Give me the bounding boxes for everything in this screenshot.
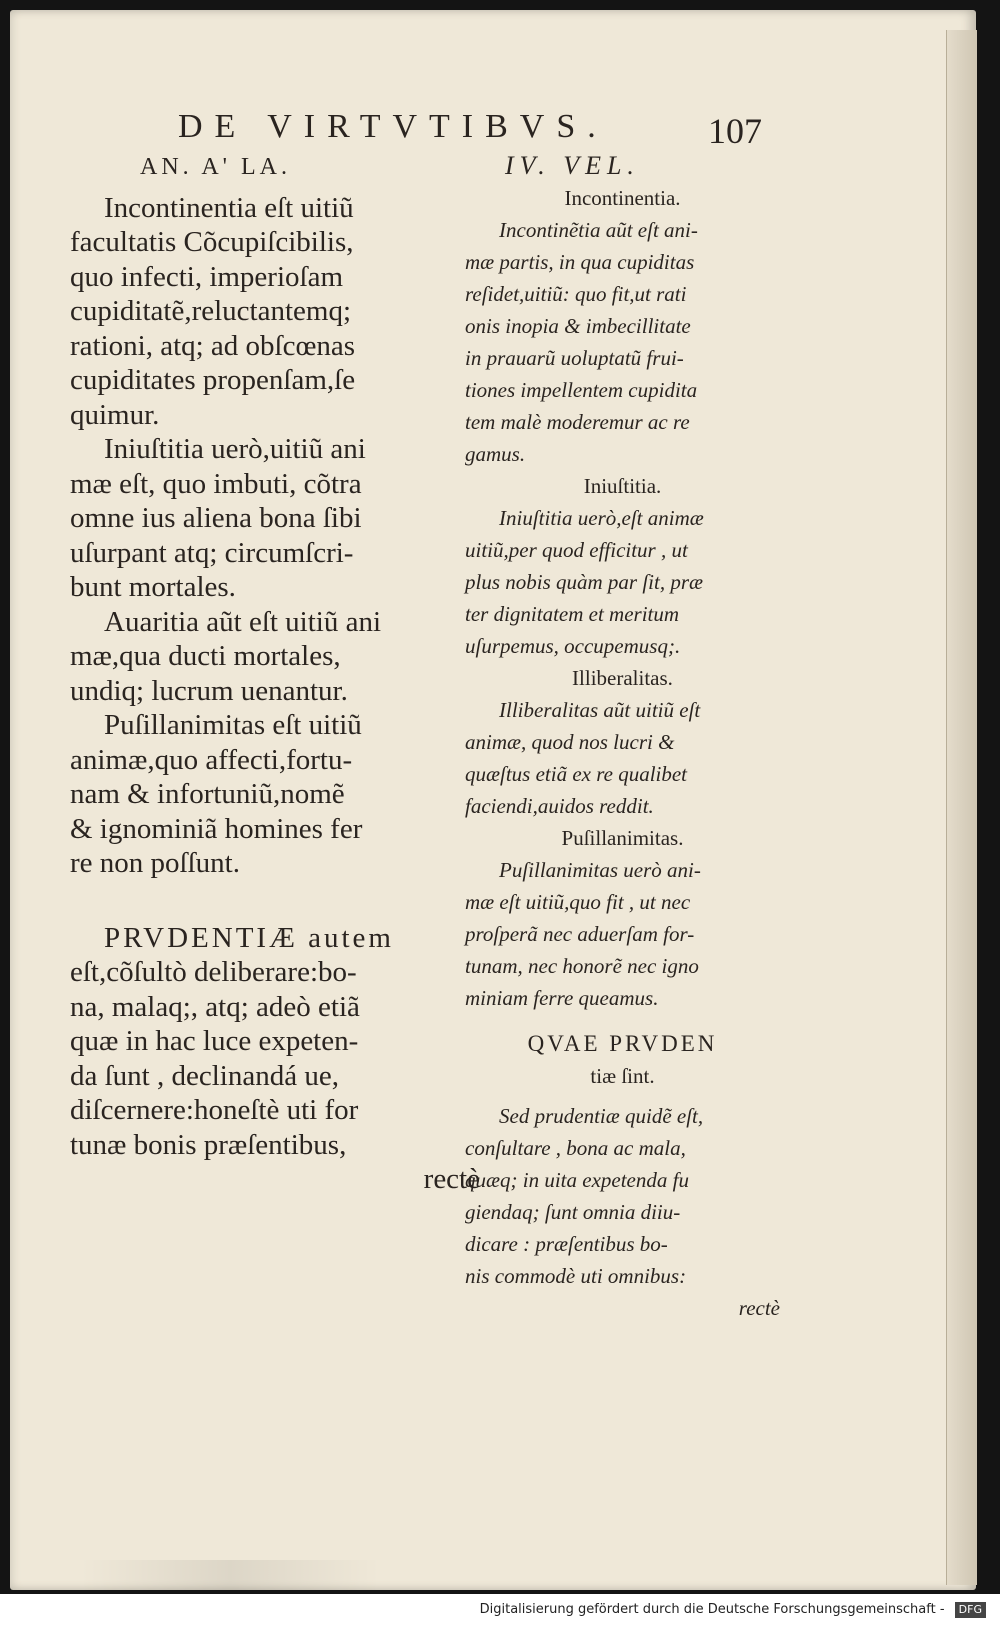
section-heading-prudentiae: PRVDENTIÆ autem — [104, 921, 394, 954]
right-column — [465, 150, 780, 1324]
text-line: plus nobis quàm par ſit, præ — [465, 570, 704, 594]
text-line: tunæ bonis præſentibus, — [70, 1128, 347, 1161]
text-line: cupiditatẽ,reluctantemq; — [70, 295, 352, 327]
text-line: diſcernere:honeſtè uti for — [70, 1094, 359, 1126]
text-line: & ignominiã homines fer — [70, 812, 363, 845]
text-line: onis inopia & imbecillitate — [465, 314, 691, 338]
subheading-iniustitia: Iniuſtitia. — [583, 474, 662, 498]
text-line: quæſtus etiã ex re qualibet — [465, 762, 688, 786]
text-line: re non poſſunt. — [70, 847, 240, 879]
running-header: DE VIRTVTIBVS. — [178, 108, 608, 145]
page-number: 107 — [708, 111, 762, 151]
text-line: eſt,cõſultò deliberare:bo- — [70, 956, 357, 988]
text-line: Illiberalitas aũt uitiũ eſt — [499, 698, 701, 722]
page-bottom-shadow — [80, 1560, 380, 1590]
text-line: mæ eſt uitiũ,quo fit , ut nec — [465, 890, 691, 914]
text-line: animæ, quod nos lucri & — [465, 730, 675, 754]
footer-text: Digitalisierung gefördert durch die Deutsche Forschungsgemeinschaft - — [479, 1602, 945, 1617]
text-line: cupiditates propenſam,ſe — [70, 364, 356, 396]
text-line: na, malaq;, atq; adeò etiã — [70, 990, 360, 1023]
digitization-footer — [0, 1594, 1000, 1626]
text-line: animæ,quo affecti,fortu- — [70, 743, 353, 776]
text-line: proſperã nec aduerſam for- — [465, 922, 695, 946]
text-line: quæq; in uita expetenda fu — [465, 1168, 689, 1192]
text-line: uitiũ,per quod efficitur , ut — [465, 538, 688, 562]
text-line: gamus. — [465, 442, 526, 466]
text-line: quimur. — [70, 398, 160, 431]
text-line: dicare : præſentibus bo- — [465, 1232, 668, 1256]
text-line: quæ in hac luce expeten- — [70, 1025, 359, 1057]
text-line: nis commodè uti omnibus: — [465, 1264, 687, 1288]
text-line: Iniuſtitia uerò,eſt animæ — [499, 506, 704, 530]
text-line: rationi, atq; ad obſcœnas — [70, 329, 356, 362]
text-line: reſidet,uitiũ: quo fit,ut rati — [465, 282, 687, 306]
left-column-heading: AN. A' LA. — [140, 154, 291, 180]
text-line: faciendi,auidos reddit. — [465, 794, 654, 818]
text-line: Incontinentia eſt uitiũ — [104, 191, 354, 224]
catchword: rectè — [738, 1296, 780, 1320]
text-line: Incontinẽtia aũt eſt ani- — [499, 218, 698, 242]
text-line: giendaq; ſunt omnia diiu- — [465, 1200, 681, 1224]
catchword: rectè — [423, 1163, 480, 1195]
section-heading-continued: tiæ ſint. — [590, 1064, 655, 1088]
text-line: undiq; lucrum uenantur. — [70, 674, 348, 707]
text-line: Iniuſtitia uerò,uitiũ ani — [104, 433, 366, 465]
text-line: mæ partis, in qua cupiditas — [465, 250, 695, 274]
left-column — [70, 150, 480, 1197]
text-line: uſurpemus, occupemusq;. — [465, 634, 681, 658]
text-line: Puſillanimitas uerò ani- — [499, 858, 701, 882]
text-line: quo infecti, imperioſam — [70, 260, 344, 293]
text-line: Auaritia aũt eſt uitiũ ani — [104, 605, 382, 638]
text-line: in prauarũ uoluptatũ frui- — [465, 346, 684, 370]
text-line: mæ,qua ducti mortales, — [70, 640, 341, 672]
right-column-heading: IV. VEL. — [505, 151, 640, 180]
text-line: uſurpant atq; circumſcri- — [70, 536, 354, 569]
subheading-pusillanimitas: Puſillanimitas. — [561, 826, 684, 850]
text-line: tunam, nec honorẽ nec igno — [465, 954, 699, 978]
page-edge — [946, 30, 977, 1585]
text-line: da ſunt , declinandá ue, — [70, 1059, 339, 1092]
text-line: miniam ferre queamus. — [465, 986, 659, 1010]
subheading-incontinentia: Incontinentia. — [564, 186, 681, 210]
text-line: conſultare , bona ac mala, — [465, 1136, 686, 1160]
text-line: ter dignitatem et meritum — [465, 602, 680, 626]
text-line: mæ eſt, quo imbuti, cõtra — [70, 467, 362, 500]
text-line: tiones impellentem cupidita — [465, 378, 698, 402]
dfg-logo: DFG — [955, 1602, 986, 1618]
text-line: Puſillanimitas eſt uitiũ — [104, 709, 362, 741]
text-line: bunt mortales. — [70, 571, 236, 603]
text-line: omne ius aliena bona ſibi — [70, 502, 362, 534]
text-line: tem malè moderemur ac re — [465, 410, 690, 434]
section-heading-quae-prudentiae: QVAE PRVDEN — [527, 1031, 718, 1056]
subheading-illiberalitas: Illiberalitas. — [572, 666, 673, 690]
text-line: facultatis Cõcupiſcibilis, — [70, 226, 354, 258]
text-line: Sed prudentiæ quidẽ eſt, — [499, 1104, 704, 1128]
text-line: nam & infortuniũ,nomẽ — [70, 778, 345, 810]
